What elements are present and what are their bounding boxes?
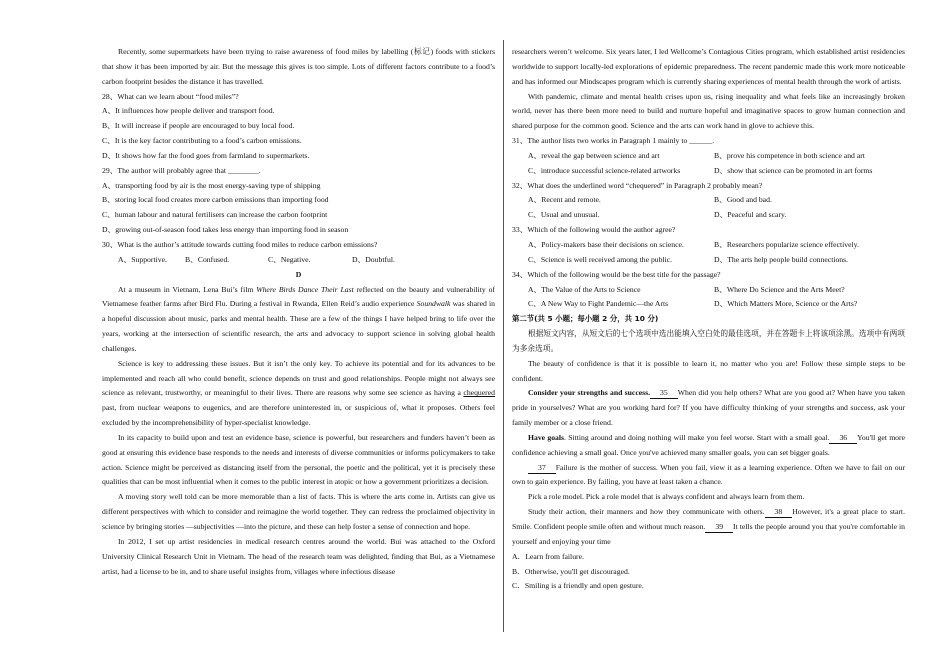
text-span: Recently, some supermarkets have been trying to raise awareness of food miles by labelling (标记) foods with stickers that show it has been imported by air. But the message this gives is too simple. Lots of different factors contribute to a food’s carbon footprint besides the distance it has travelled. <box>102 47 495 86</box>
text-span: When did you help others? What are you good at? When have you taken pride in yourselves? What are you working hard for? If you have difficulty thinking of your strengths and success, ask your family member or a close friend. <box>512 388 905 428</box>
options-row <box>512 565 905 580</box>
answer-option: C、It is the key factor contributing to a food’s carbon emissions. <box>102 136 302 146</box>
options-row <box>512 579 905 594</box>
answer-blank: 38 <box>765 507 793 518</box>
paragraph <box>102 490 495 535</box>
options-row <box>512 238 905 253</box>
answer-option: B、storing local food creates more carbon emissions than importing food <box>102 195 329 205</box>
text-span: Science is key to addressing these issues. But it isn’t the only key. To achieve its potential and for its advances to be implemented and reach all who could benefit, science depends on trust and good relationships. People might not always see science as relevant, trustworthy, or meaningful to their lives. There are reasons why some see science as having a <box>102 358 495 398</box>
options-row <box>512 297 905 312</box>
answer-option: C．Smiling is a friendly and open gesture. <box>512 581 644 591</box>
text-span: The beauty of confidence is that it is possible to learn it, no matter who you are! Follow these simple steps to be confident. <box>512 358 905 383</box>
text-span: A moving story well told can be more memorable than a list of facts. This is where the arts come in. Artists can give us different perspectives with which to consider and reimagine the world together. They can redress the proclaimed objectivity in science by bringing stories —subjectivities —into the picture, and these can help foster a sense of connection and hope. <box>102 492 495 531</box>
answer-option: D、Which Matters More, Science or the Arts? <box>714 299 858 309</box>
text-span: Have goals <box>528 432 565 442</box>
answer-option: B、Good and bad. <box>714 195 772 205</box>
answer-option: D、show that science can be promoted in art forms <box>714 165 873 175</box>
options-row <box>102 119 495 134</box>
answer-blank: 39 <box>705 522 733 533</box>
answer-option: A、Supportive. <box>118 254 167 264</box>
options-row <box>102 223 495 238</box>
question-stem: 31、The author lists two works in Paragraph 1 mainly to ______. <box>512 136 715 146</box>
options-row <box>102 104 495 119</box>
answer-blank: 36 <box>829 433 857 444</box>
paragraph <box>102 431 495 490</box>
text-span: It tells the people around you that you're comfortable in yourself and enjoying your time <box>512 522 905 546</box>
question-stem: 29、The author will probably agree that ________. <box>102 165 261 175</box>
answer-option: C、Negative. <box>268 254 311 264</box>
text-span: In 2012, I set up artist residencies in medical research centres around the world. Bui was attached to the Oxford University Clinical Research Unit in Vietnam. The head of the research team was delighted, finding that Bui, as a Vietnamese artist, had a license to be in, and to share useful insights from, villages where infectious disease <box>102 536 495 576</box>
text-span: Study their action, their manners and how they communicate with others. <box>528 507 765 517</box>
options-row <box>512 193 905 208</box>
answer-option: C、A New Way to Fight Pandemic—the Arts <box>528 299 669 309</box>
text-span: . Sitting around and doing nothing will make you feel worse. Start with a small goal. <box>564 432 830 442</box>
paragraph <box>512 357 905 387</box>
answer-option: A、The Value of the Arts to Science <box>528 284 641 294</box>
text-span: Where Birds Dance Their Last <box>256 284 354 294</box>
answer-option: C、Usual and unusual. <box>528 210 600 220</box>
options-row <box>102 253 495 268</box>
question-stem: 32、What does the underlined word “chequered” in Paragraph 2 probably mean? <box>512 180 763 190</box>
options-row <box>102 179 495 194</box>
text-span: past, from nuclear weapons to eugenics, and are therefore uninterested in, or suspicious of, what it proposes. Others feel excluded by the incomprehensibility of hyper-specialist knowledge. <box>102 403 495 428</box>
text-span: Failure is the mother of success. When you fail, view it as a learning experience. Often we have to fail on our own to gain experience. By failing, you have at least taken a chance. <box>512 462 905 487</box>
answer-option: A、Recent and remote. <box>528 195 601 205</box>
options-row <box>102 208 495 223</box>
paragraph <box>512 490 905 505</box>
paragraph <box>102 357 495 431</box>
paragraph <box>512 431 905 461</box>
answer-option: B．Otherwise, you'll get discouraged. <box>512 566 630 576</box>
answer-option: B、Researchers popularize science effectively. <box>714 239 859 249</box>
options-row <box>512 253 905 268</box>
options-row <box>512 164 905 179</box>
answer-option: D、Peaceful and scary. <box>714 210 787 220</box>
left-column <box>102 45 495 579</box>
text-span: researchers weren’t welcome. Six years later, I led Wellcome’s Contagious Cities program, which established artist residencies worldwide to support locally-led explorations of epidemic preparedness. The recent pandemic made this work more noticeable and has informed our Mindscapes program which is currently sharing experiences of mental health through the work of artists. <box>512 47 905 86</box>
question-stem: 34、Which of the following would be the best title for the passage? <box>512 269 721 279</box>
paragraph <box>512 327 905 357</box>
options-row <box>102 193 495 208</box>
paragraph <box>512 90 905 135</box>
text-span: You'll get more confidence achieving a small goal. Once you've achieved many smaller goals, you can set bigger goals. <box>512 432 905 457</box>
answer-option: C、introduce successful science-related artworks <box>528 165 681 175</box>
column-divider <box>503 40 504 632</box>
text-span: 根据短文内容，从短文后的七个选项中选出能填入空白处的最佳选项，并在答题卡上将该项涂黑。选项中有两项为多余选项。 <box>512 329 905 353</box>
answer-option: A、Policy-makers base their decisions on science. <box>528 239 684 249</box>
text-span: However, it's a great place to start. Smile. Confident people smile often and without much reason. <box>512 507 905 531</box>
options-row <box>512 208 905 223</box>
question-stem: 33、Which of the following would the author agree? <box>512 225 676 235</box>
answer-option: D、It shows how far the food goes from farmland to supermarkets. <box>102 150 310 160</box>
options-row <box>512 283 905 298</box>
text-span: With pandemic, climate and mental health crises upon us, rising inequality and what feels like an increasingly broken world, never has there been more need to build and nurture hopeful and imaginative spaces to grow human connection and shared purpose for the common good. Science and the arts can work hand in glove to achieve this. <box>512 91 905 131</box>
options-row <box>102 149 495 164</box>
question-stem: 30、What is the author’s attitude towards cutting food miles to reduce carbon emissions? <box>102 239 378 249</box>
paragraph <box>102 283 495 357</box>
question-stem: 28、What can we learn about “food miles”? <box>102 91 239 101</box>
text-span: was shared in a hopeful discussion about music, parks and mental health. These are a few of the things I have helped bring to life over the years, working at the intersection of scientific research, the arts and advocacy to support science in solving global health challenges. <box>102 299 496 353</box>
paragraph <box>102 45 495 90</box>
answer-option: A、reveal the gap between science and art <box>528 150 660 160</box>
answer-option: B、prove his competence in both science and art <box>714 150 865 160</box>
answer-option: B、It will increase if people are encouraged to buy local food. <box>102 121 295 131</box>
passage-heading: D <box>295 269 302 279</box>
right-column <box>512 45 905 594</box>
answer-option: A、It influences how people deliver and transport food. <box>102 106 275 116</box>
section-heading: 第二节(共 5 小题；每小题 2 分，共 10 分) <box>512 314 659 324</box>
paragraph <box>102 535 495 580</box>
answer-option: A、transporting food by air is the most energy-saving type of shipping <box>102 180 321 190</box>
paragraph <box>512 386 905 431</box>
paragraph <box>512 461 905 491</box>
answer-option: D、growing out-of-season food takes less energy than importing food in season <box>102 225 349 235</box>
options-row <box>512 550 905 565</box>
answer-option: C、human labour and natural fertilisers can increase the carbon footprint <box>102 210 328 220</box>
answer-blank: 35 <box>650 388 678 399</box>
answer-option: D、The arts help people build connections. <box>714 254 849 264</box>
options-row <box>102 134 495 149</box>
underlined-word: chequered <box>463 388 495 398</box>
text-span: Consider your strengths and success. <box>528 388 651 398</box>
answer-option: B、Where Do Science and the Arts Meet? <box>714 284 845 294</box>
options-row <box>512 149 905 164</box>
text-span: Pick a role model. Pick a role model that is always confident and always learn from them. <box>528 492 805 502</box>
answer-option: D、Doubtful. <box>352 254 395 264</box>
answer-option: C、Science is well received among the public. <box>528 254 673 264</box>
answer-option: A．Learn from failure. <box>512 551 584 561</box>
paragraph <box>512 505 905 550</box>
paragraph <box>512 45 905 90</box>
text-span: In its capacity to build upon and test an evidence base, science is powerful, but researchers and funders haven’t been as good at ensuring this evidence base responds to the needs and interests of diverse communities or informs policymakers to take action. Science might be perceived as distancing itself from the personal, the poetic and the political, yet it is precisely these qualities that can be most influential when it comes to the public interest in atopic or how a government prioritizes a decision. <box>102 432 495 487</box>
text-span: At a museum in Vietnam, Lena Bui’s film <box>118 284 257 294</box>
answer-option: B、Confused. <box>185 254 230 264</box>
text-span: Soundwalk <box>416 299 451 309</box>
text-span: reflected on the beauty and vulnerability of Vietnamese feather farms after Bird Flu. During a festival in Rwanda, Ellen Reid’s audio experience <box>102 284 495 309</box>
answer-blank: 37 <box>528 463 556 474</box>
